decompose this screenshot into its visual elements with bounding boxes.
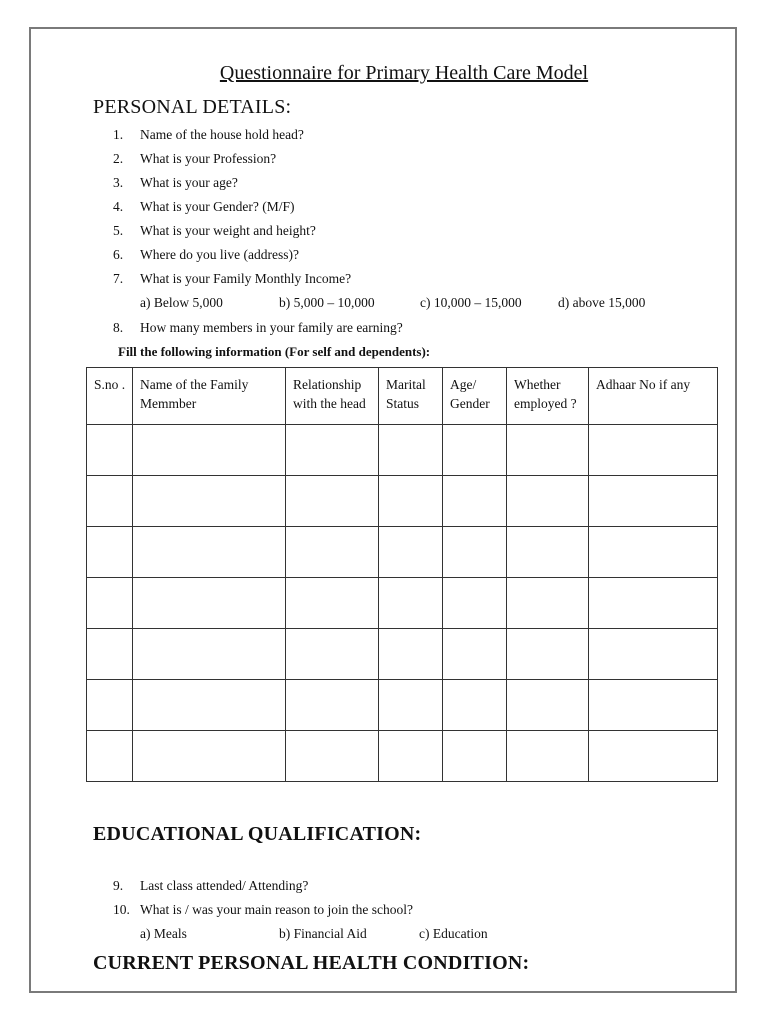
income-option-c: c) 10,000 – 15,000 [420,295,522,310]
school-option-c: c) Education [419,926,488,941]
table-cell[interactable] [286,476,379,527]
section-educational-qualification: EDUCATIONAL QUALIFICATION: [93,823,422,845]
table-cell[interactable] [379,629,443,680]
table-cell[interactable] [286,425,379,476]
column-header-employed: Whether employed ? [507,368,589,425]
question-5 [113,223,316,239]
table-cell[interactable] [87,476,133,527]
table-cell[interactable] [507,731,589,782]
fill-instruction: Fill the following information (For self and dependents): [118,344,431,359]
table-cell[interactable] [286,527,379,578]
table-row [87,680,718,731]
table-cell[interactable] [589,680,718,731]
table-cell[interactable] [87,578,133,629]
table-cell[interactable] [133,425,286,476]
table-cell[interactable] [589,527,718,578]
section-current-health-condition: CURRENT PERSONAL HEALTH CONDITION: [93,952,530,974]
table-row [87,629,718,680]
table-header-row [87,368,718,425]
table-cell[interactable] [507,680,589,731]
table-cell[interactable] [379,578,443,629]
table-cell[interactable] [87,731,133,782]
question-9 [113,878,308,894]
question-number: 2. [113,151,124,166]
question-text: Where do you live (address)? [140,247,299,262]
table-cell[interactable] [87,527,133,578]
table-cell[interactable] [507,578,589,629]
income-option-a: a) Below 5,000 [140,295,223,310]
table-cell[interactable] [379,476,443,527]
table-cell[interactable] [589,425,718,476]
table-cell[interactable] [87,629,133,680]
table-cell[interactable] [133,476,286,527]
table-cell[interactable] [443,527,507,578]
table-cell[interactable] [379,425,443,476]
table-cell[interactable] [589,476,718,527]
table-row [87,578,718,629]
table-cell[interactable] [133,527,286,578]
question-10 [113,902,413,918]
question-text: What is your Gender? (M/F) [140,199,295,214]
question-number: 5. [113,223,124,238]
school-option-a: a) Meals [140,926,187,941]
question-number: 8. [113,320,124,335]
table-row [87,425,718,476]
table-cell[interactable] [589,629,718,680]
table-cell[interactable] [379,527,443,578]
table-row [87,476,718,527]
income-option-b: b) 5,000 – 10,000 [279,295,375,310]
family-members-table [86,367,718,782]
question-number: 6. [113,247,124,262]
question-text: What is your Profession? [140,151,277,166]
question-4 [113,199,294,215]
document-title: Questionnaire for Primary Health Care Model [219,62,589,84]
table-cell[interactable] [507,425,589,476]
question-7 [113,271,351,287]
table-cell[interactable] [87,425,133,476]
question-text: What is / was your main reason to join the school? [140,902,413,917]
table-cell[interactable] [286,629,379,680]
question-number: 9. [113,878,124,893]
question-6 [113,247,299,263]
question-text: Last class attended/ Attending? [140,878,309,893]
table-row [87,527,718,578]
question-number: 10. [113,902,130,917]
table-cell[interactable] [286,680,379,731]
table-cell[interactable] [443,731,507,782]
school-option-b: b) Financial Aid [279,926,367,941]
table-cell[interactable] [286,578,379,629]
question-8 [113,320,403,336]
question-text: How many members in your family are earning? [140,320,403,335]
table-cell[interactable] [443,629,507,680]
question-1 [113,127,304,143]
question-text: Name of the house hold head? [140,127,304,142]
table-cell[interactable] [589,731,718,782]
table-cell[interactable] [379,680,443,731]
table-cell[interactable] [133,578,286,629]
column-header-member-name: Name of the Family Memmber [133,368,286,425]
table-cell[interactable] [133,680,286,731]
column-header-age-gender: Age/ Gender [443,368,507,425]
question-3 [113,175,238,191]
table-row [87,731,718,782]
table-cell[interactable] [87,680,133,731]
question-number: 7. [113,271,124,286]
table-cell[interactable] [379,731,443,782]
question-text: What is your Family Monthly Income? [140,271,352,286]
table-cell[interactable] [507,527,589,578]
table-cell[interactable] [443,476,507,527]
column-header-marital-status: Marital Status [379,368,443,425]
table-cell[interactable] [133,731,286,782]
column-header-relationship: Relationship with the head [286,368,379,425]
question-text: What is your weight and height? [140,223,316,238]
table-cell[interactable] [286,731,379,782]
income-option-d: d) above 15,000 [558,295,646,310]
question-text: What is your age? [140,175,238,190]
table-cell[interactable] [507,629,589,680]
section-personal-details: PERSONAL DETAILS: [93,96,292,118]
table-cell[interactable] [443,578,507,629]
column-header-sno: S.no . [87,368,133,425]
column-header-adhaar: Adhaar No if any [589,368,718,425]
question-number: 1. [113,127,124,142]
table-cell[interactable] [589,578,718,629]
table-cell[interactable] [443,425,507,476]
question-2 [113,151,276,167]
table-cell[interactable] [133,629,286,680]
table-cell[interactable] [507,476,589,527]
question-number: 4. [113,199,124,214]
table-cell[interactable] [443,680,507,731]
question-number: 3. [113,175,124,190]
